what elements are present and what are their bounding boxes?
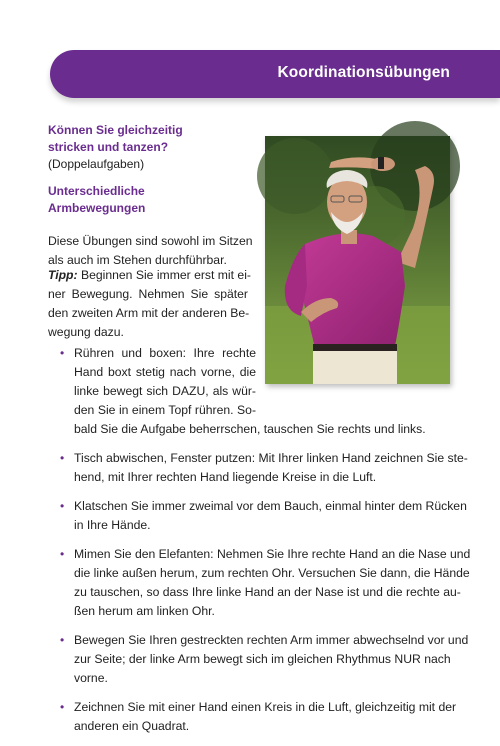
text-line: Beginnen Sie immer erst mit ei-	[77, 268, 251, 282]
bullet-icon: •	[60, 499, 65, 513]
text-line: linke bewegt sich DAZU, als wür-	[74, 384, 256, 398]
text-line: als auch im Stehen durchführbar.	[48, 253, 227, 267]
page-title: Koordinationsübungen	[277, 64, 450, 81]
section-heading-arm-movements	[48, 183, 145, 217]
section-subtitle: (Doppelaufgaben)	[48, 157, 145, 171]
heading-line: Unterschiedliche	[48, 184, 145, 198]
text-line: Mimen Sie den Elefanten: Nehmen Sie Ihre rechte Hand an die Nase und	[74, 547, 471, 561]
text-line: Diese Übungen sind sowohl im Sitzen	[48, 234, 253, 248]
bullet-icon: •	[60, 633, 65, 647]
list-item	[60, 545, 471, 621]
text-line: hend, mit Ihrer rechten Hand liegende Kreise in die Luft.	[74, 470, 377, 484]
text-line: Klatschen Sie immer zweimal vor dem Bauch, einmal hinter dem Rücken	[74, 499, 467, 513]
heading-line: stricken und tanzen?	[48, 140, 169, 154]
text-line: zu tauschen, so dass Ihre linke Hand an der Nase ist und die rechte au-	[74, 585, 461, 599]
text-line: Bewegen Sie Ihren gestreckten rechten Arm immer abwechselnd vor und	[74, 633, 469, 647]
text-line: die linke außen herum, zum rechten Ohr. Versuchen Sie dann, die Hände	[74, 566, 470, 580]
bullet-icon: •	[60, 547, 65, 561]
text-line: zur Seite; der linke Arm bewegt sich im gleichen Rhythmus NUR nach	[74, 652, 451, 666]
text-line: Tisch abwischen, Fenster putzen: Mit Ihrer linken Hand zeichnen Sie ste-	[74, 451, 468, 465]
text-line: Hand boxt stetig nach vorne, die	[74, 365, 256, 379]
exercise-list	[60, 344, 471, 746]
list-item	[60, 344, 448, 439]
heading-line: Können Sie gleichzeitig	[48, 123, 183, 137]
list-item	[60, 497, 467, 535]
section-heading-double-tasks	[48, 122, 183, 156]
text-line: ner Bewegung. Nehmen Sie später	[48, 287, 248, 301]
tip-label: Tipp:	[48, 268, 78, 282]
text-line: ßen herum am linken Ohr.	[74, 604, 215, 618]
text-line: wegung dazu.	[48, 325, 124, 339]
list-item	[60, 698, 457, 736]
text-line: bald Sie die Aufgabe beherrschen, tauschen Sie rechts und links.	[74, 422, 426, 436]
bullet-icon: •	[60, 346, 65, 360]
text-line: in Ihre Hände.	[74, 518, 151, 532]
header-band	[50, 50, 500, 98]
tip-paragraph	[48, 266, 251, 342]
list-item	[60, 631, 469, 688]
text-line: Rühren und boxen: Ihre rechte	[74, 346, 256, 360]
text-line: den zweiten Arm mit der anderen Be-	[48, 306, 250, 320]
bullet-icon: •	[60, 451, 65, 465]
bullet-icon: •	[60, 700, 65, 714]
text-line: vorne.	[74, 671, 108, 685]
text-line: anderen ein Quadrat.	[74, 719, 190, 733]
heading-line: Armbewegungen	[48, 201, 146, 215]
list-item	[60, 449, 468, 487]
text-line: Zeichnen Sie mit einer Hand einen Kreis in die Luft, gleichzeitig mit der	[74, 700, 457, 714]
text-line: den Sie in einem Topf rühren. So-	[74, 403, 256, 417]
intro-paragraph	[48, 232, 253, 270]
